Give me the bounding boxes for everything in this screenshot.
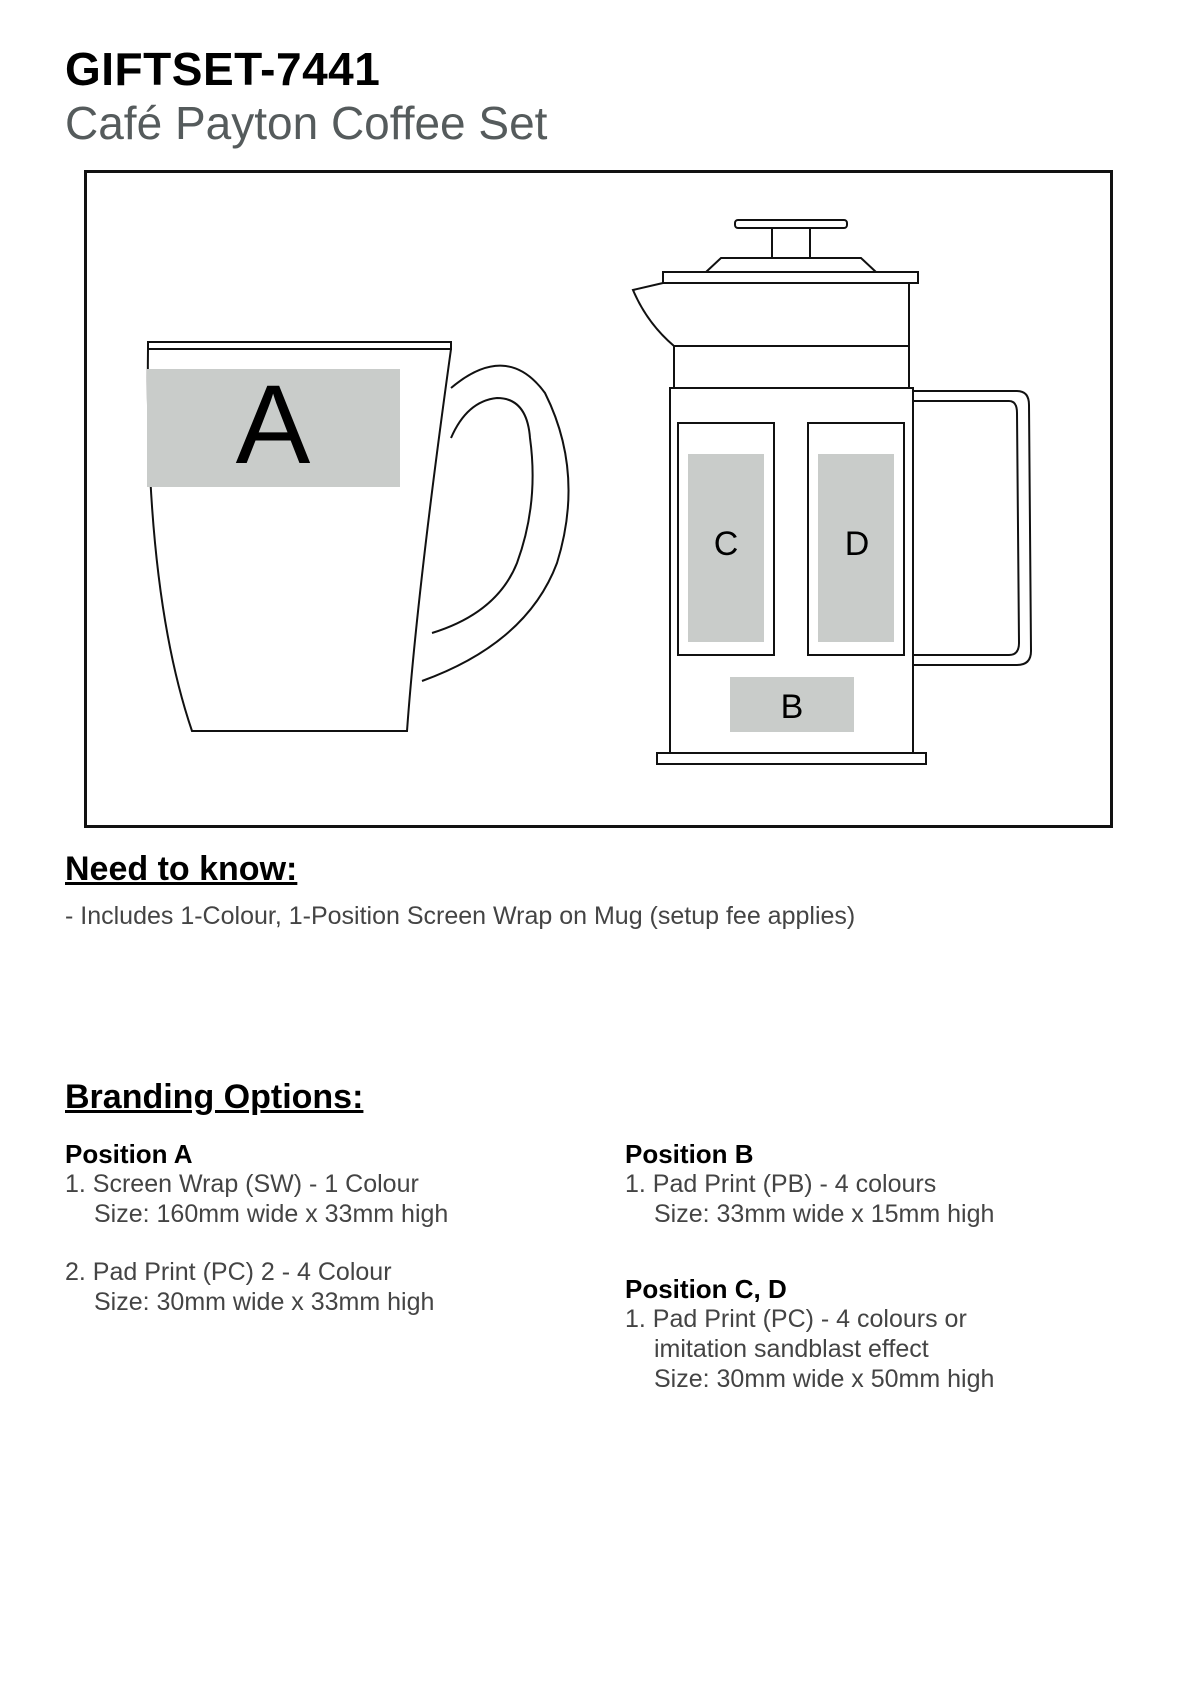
position-a-option-1-size: Size: 160mm wide x 33mm high bbox=[94, 1200, 449, 1228]
need-to-know-title: Need to know: bbox=[65, 850, 298, 888]
press-handle-inner bbox=[913, 401, 1019, 655]
press-base bbox=[657, 753, 926, 764]
position-b-block bbox=[625, 1139, 994, 1229]
need-to-know-item: - Includes 1-Colour, 1-Position Screen Wrap on Mug (setup fee applies) bbox=[65, 902, 856, 930]
branding-options-title: Branding Options: bbox=[65, 1078, 364, 1116]
press-neck bbox=[674, 283, 909, 346]
mug-handle-inner bbox=[432, 398, 533, 633]
print-label-a: A bbox=[235, 362, 311, 487]
position-b-heading: Position B bbox=[625, 1139, 754, 1169]
position-a-option-2: 2. Pad Print (PC) 2 - 4 Colour bbox=[65, 1258, 392, 1286]
position-a-option-2-size: Size: 30mm wide x 33mm high bbox=[94, 1288, 435, 1316]
position-a-block bbox=[65, 1139, 448, 1317]
position-a-heading: Position A bbox=[65, 1139, 193, 1169]
press-knob-stem bbox=[772, 228, 810, 258]
position-b-option-1: 1. Pad Print (PB) - 4 colours bbox=[625, 1170, 937, 1198]
press-collar bbox=[674, 346, 909, 388]
position-cd-block bbox=[625, 1274, 994, 1394]
mug-rim bbox=[148, 342, 451, 349]
position-b-option-1-size: Size: 33mm wide x 15mm high bbox=[654, 1200, 995, 1228]
position-cd-heading: Position C, D bbox=[625, 1274, 787, 1304]
mug-handle-outer bbox=[422, 366, 569, 681]
position-a-option-1: 1. Screen Wrap (SW) - 1 Colour bbox=[65, 1170, 419, 1198]
print-label-c: C bbox=[713, 525, 739, 563]
press-handle bbox=[913, 391, 1031, 665]
position-cd-option-1-detail: imitation sandblast effect bbox=[654, 1335, 929, 1363]
press-lid bbox=[663, 272, 918, 283]
product-diagram bbox=[84, 170, 1113, 828]
press-lid-dome bbox=[706, 258, 876, 272]
product-name: Café Payton Coffee Set bbox=[65, 97, 548, 149]
press-spout bbox=[633, 283, 674, 387]
product-code: GIFTSET-7441 bbox=[65, 43, 381, 95]
diagram-drawing bbox=[87, 173, 1110, 825]
position-cd-option-1: 1. Pad Print (PC) - 4 colours or bbox=[625, 1305, 967, 1333]
print-label-d: D bbox=[844, 525, 870, 563]
position-cd-option-1-size: Size: 30mm wide x 50mm high bbox=[654, 1365, 995, 1393]
press-knob-top bbox=[735, 220, 847, 228]
print-label-b: B bbox=[780, 688, 804, 726]
